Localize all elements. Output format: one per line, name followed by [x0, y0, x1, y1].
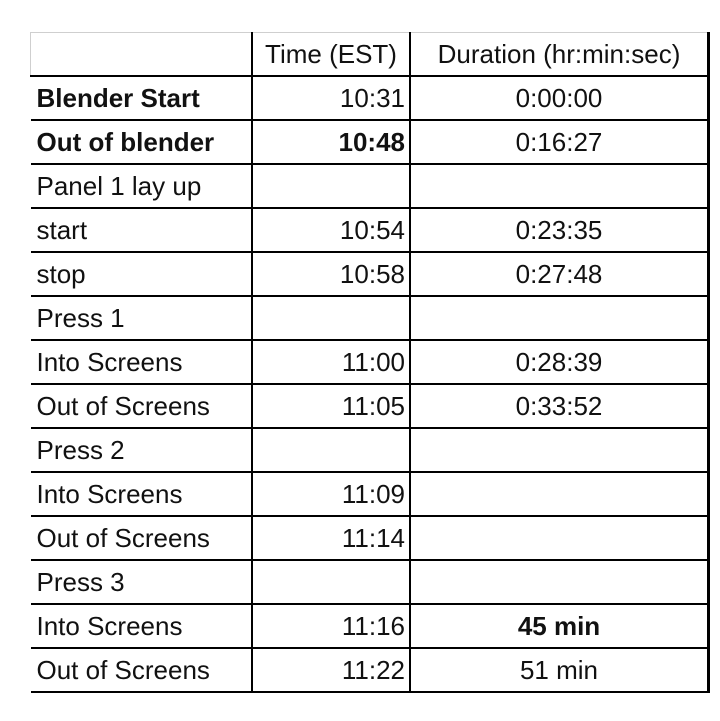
- table-row: [31, 472, 709, 516]
- row-duration: [410, 164, 709, 208]
- row-duration: 0:16:27: [410, 120, 709, 164]
- table-row: [31, 428, 709, 472]
- table-row: [31, 120, 709, 164]
- table-header-row: [31, 33, 709, 77]
- row-label: Panel 1 lay up: [31, 164, 253, 208]
- row-duration: [410, 516, 709, 560]
- row-label: Out of blender: [31, 120, 253, 164]
- header-cell-blank: [31, 33, 253, 77]
- row-label: start: [31, 208, 253, 252]
- row-label: Out of Screens: [31, 648, 253, 692]
- header-duration: Duration (hr:min:sec): [410, 33, 709, 77]
- row-duration: [410, 428, 709, 472]
- table-row: [31, 76, 709, 120]
- timing-table: [30, 32, 710, 693]
- row-label: Blender Start: [31, 76, 253, 120]
- row-time: 11:09: [252, 472, 410, 516]
- row-time: [252, 296, 410, 340]
- header-time: Time (EST): [252, 33, 410, 77]
- row-duration: [410, 472, 709, 516]
- row-time: [252, 164, 410, 208]
- table-row: [31, 208, 709, 252]
- table-row: [31, 648, 709, 692]
- table-row: [31, 164, 709, 208]
- row-duration: [410, 296, 709, 340]
- row-duration: [410, 560, 709, 604]
- table-row: [31, 252, 709, 296]
- row-label: Press 2: [31, 428, 253, 472]
- table-row: [31, 340, 709, 384]
- row-label: Into Screens: [31, 604, 253, 648]
- row-time: 11:00: [252, 340, 410, 384]
- row-time: 11:05: [252, 384, 410, 428]
- row-time: 10:54: [252, 208, 410, 252]
- row-duration: 0:00:00: [410, 76, 709, 120]
- row-label: Press 1: [31, 296, 253, 340]
- row-duration: 0:33:52: [410, 384, 709, 428]
- row-duration: 51 min: [410, 648, 709, 692]
- row-duration: 45 min: [410, 604, 709, 648]
- row-time: 10:31: [252, 76, 410, 120]
- row-label: Out of Screens: [31, 384, 253, 428]
- row-time: 10:58: [252, 252, 410, 296]
- table-row: [31, 296, 709, 340]
- row-label: Into Screens: [31, 472, 253, 516]
- table-row: [31, 560, 709, 604]
- row-label: stop: [31, 252, 253, 296]
- row-label: Press 3: [31, 560, 253, 604]
- row-duration: 0:27:48: [410, 252, 709, 296]
- row-time: 10:48: [252, 120, 410, 164]
- row-time: 11:16: [252, 604, 410, 648]
- row-duration: 0:23:35: [410, 208, 709, 252]
- table-row: [31, 516, 709, 560]
- row-label: Out of Screens: [31, 516, 253, 560]
- table-row: [31, 384, 709, 428]
- table-row: [31, 604, 709, 648]
- row-time: [252, 428, 410, 472]
- row-label: Into Screens: [31, 340, 253, 384]
- row-time: 11:22: [252, 648, 410, 692]
- row-duration: 0:28:39: [410, 340, 709, 384]
- row-time: [252, 560, 410, 604]
- row-time: 11:14: [252, 516, 410, 560]
